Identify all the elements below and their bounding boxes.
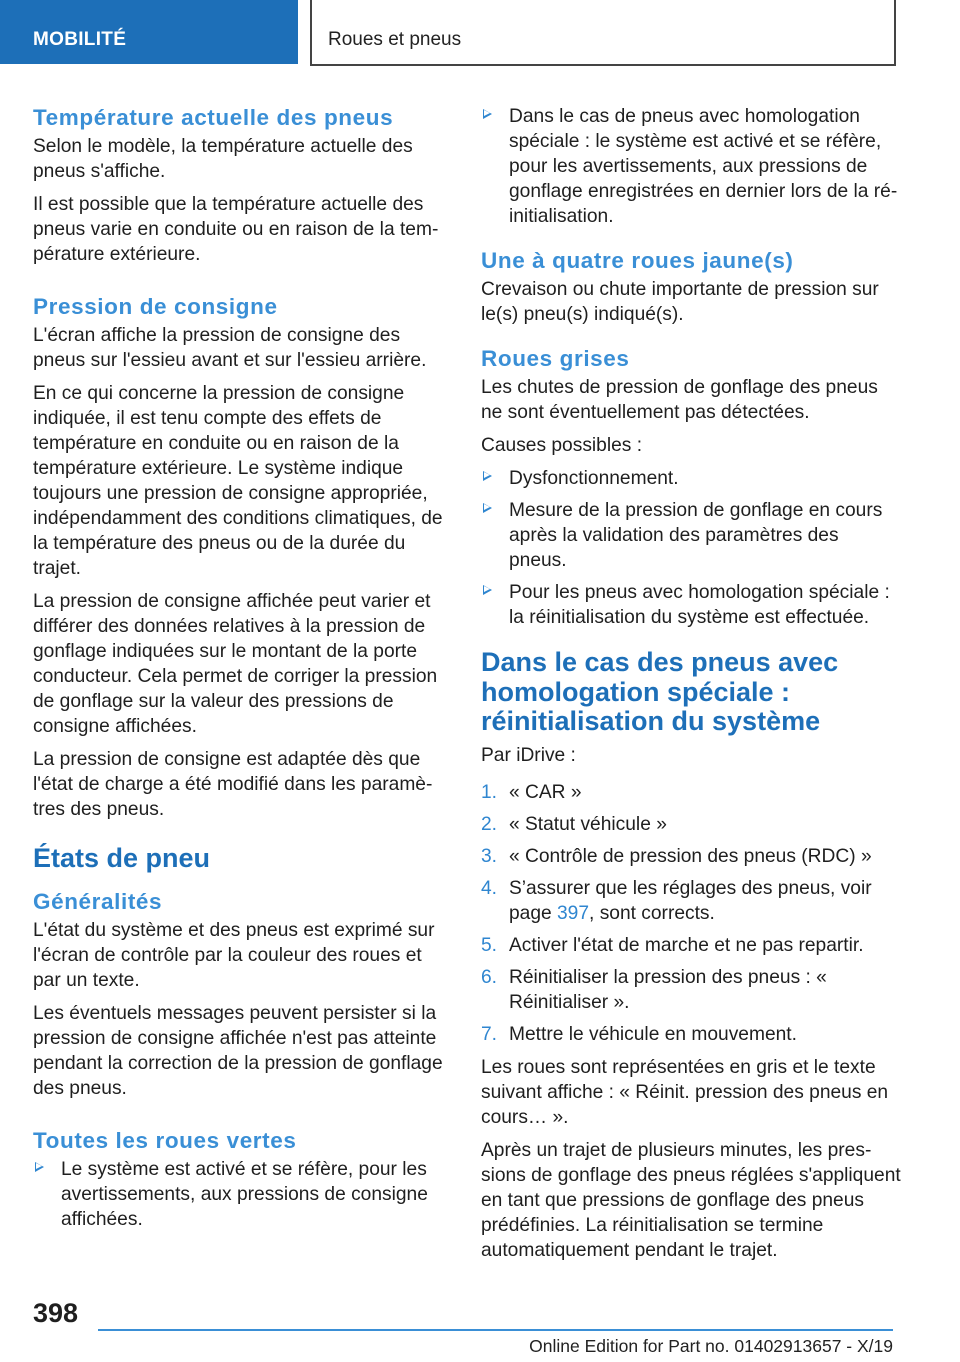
paragraph: La pression de consigne est adaptée dès que l'état de charge a été modifié dans les paramètres des pneus. [33, 749, 433, 820]
triangle-bullet-icon [483, 585, 492, 595]
step-number: 3. [481, 845, 498, 867]
step-item: 3. « Contrôle de pression des pneus (RDC) » [481, 845, 872, 867]
heading-etats-pneu: États de pneu [33, 843, 211, 873]
page-number: 398 [33, 1298, 79, 1328]
step-number: 2. [481, 813, 498, 835]
paragraph: Crevaison ou chute importante de pression sur le(s) pneu(s) indiqué(s). [481, 279, 879, 325]
step-item: 6. Réinitialiser la pression des pneus : « Réinitialiser ». [481, 966, 827, 1013]
paragraph: Causes possibles : [481, 435, 643, 456]
step-item: 5. Activer l'état de marche et ne pas repartir. [481, 934, 864, 956]
chapter-header [310, 0, 896, 66]
list-item: Le système est activé et se réfère, pour les avertissements, aux pressions de consigne affichées. [33, 1157, 443, 1232]
triangle-bullet-icon [35, 1162, 44, 1172]
step-item: 2. « Statut véhicule » [481, 813, 667, 835]
list-item: Dans le cas de pneus avec homologation spéciale : le système est activé et se réfère, pour les avertissements, aux pressions de gonflage enregistrées en dernier lors de la réinitialisation. [481, 104, 901, 229]
paragraph: Après un trajet de plusieurs minutes, les pressions de gonflage des pneus réglées s'appliquent en tant que pressions de gonflage des pneus prédéfinies. La réinitialisation se termine automatiquement pendant le trajet. [481, 1139, 901, 1261]
step-number: 6. [481, 966, 498, 988]
heading-reinitialisation: Dans le cas des pneus avec homologation spéciale : réinitialisation du système [481, 647, 839, 736]
heading-generalites: Généralités [33, 888, 163, 914]
triangle-bullet-icon [483, 471, 492, 481]
paragraph: L'écran affiche la pression de consigne des pneus sur l'essieu avant et sur l'essieu arrière. [33, 325, 427, 371]
triangle-bullet-icon [483, 109, 492, 119]
list-item: Pour les pneus avec homologation spéciale : la réinitialisation du système est effectuée. [481, 580, 901, 630]
step-item: 4. S’assurer que les réglages des pneus, voir page 397, sont corrects. [481, 877, 872, 924]
left-column [33, 100, 443, 1240]
chapter-title: Roues et pneus [328, 29, 462, 50]
paragraph: Les roues sont représentées en gris et le texte suivant affiche : « Réinit. pression des pneus en cours… ». [481, 1056, 889, 1128]
list-item: Mesure de la pression de gonflage en cours après la validation des paramètres des pneus. [481, 498, 901, 573]
page-link[interactable]: 397 [557, 902, 590, 924]
step-number: 5. [481, 934, 498, 956]
list-homologation [481, 104, 901, 229]
right-column [481, 104, 901, 1271]
heading-roues-vertes: Toutes les roues vertes [33, 1127, 297, 1153]
paragraph: Les chutes de pression de gonflage des pneus ne sont éventuellement pas détectées. [481, 377, 878, 423]
heading-roues-jaunes: Une à quatre roues jaune(s) [481, 248, 794, 273]
list-causes [481, 466, 901, 630]
steps-list [481, 780, 901, 1047]
step-number: 7. [481, 1023, 498, 1045]
paragraph: Selon le modèle, la température actuelle des pneus s'affiche. [33, 136, 413, 182]
paragraph: Par iDrive : [481, 744, 576, 766]
paragraph: Il est possible que la température actuelle des pneus varie en conduite ou en raison de la température extérieure. [33, 194, 439, 265]
triangle-bullet-icon [483, 503, 492, 513]
paragraph: La pression de consigne affichée peut varier et différer des données relatives à la pression de gonflage indiquées sur le montant de la porte conducteur. Cela permet de corriger la pression de gonflage sur la valeur des pressions de consigne affichées. [33, 591, 438, 737]
footer-divider [98, 1329, 893, 1331]
section-tab [0, 0, 298, 64]
step-number: 4. [481, 877, 498, 899]
list-roues-vertes [33, 1157, 443, 1232]
paragraph: L'état du système et des pneus est exprimé sur l'écran de contrôle par la couleur des roues et par un texte. [33, 919, 435, 991]
paragraph: En ce qui concerne la pression de consigne indiquée, il est tenu compte des effets de température en conduite ou en raison de la température extérieure. Le système indique toujours une pression de consigne appropriée, indépendamment des conditions climatiques, de la température des pneus ou de la durée du trajet. [33, 383, 443, 579]
footer-edition: Online Edition for Part no. 01402913657 - X/19 [529, 1336, 893, 1356]
section-label: MOBILITÉ [33, 29, 127, 50]
step-item: 1. « CAR » [481, 781, 582, 803]
step-item: 7. Mettre le véhicule en mouvement. [481, 1023, 797, 1045]
paragraph: Les éventuels messages peuvent persister si la pression de consigne affichée n'est pas atteinte pendant la correction de la pression de gonflage des pneus. [33, 1002, 443, 1099]
heading-roues-grises: Roues grises [481, 346, 630, 371]
heading-pression-consigne: Pression de consigne [33, 294, 278, 319]
heading-temperature: Température actuelle des pneus [33, 105, 394, 130]
list-item: Dysfonctionnement. [481, 466, 901, 491]
step-number: 1. [481, 781, 498, 803]
